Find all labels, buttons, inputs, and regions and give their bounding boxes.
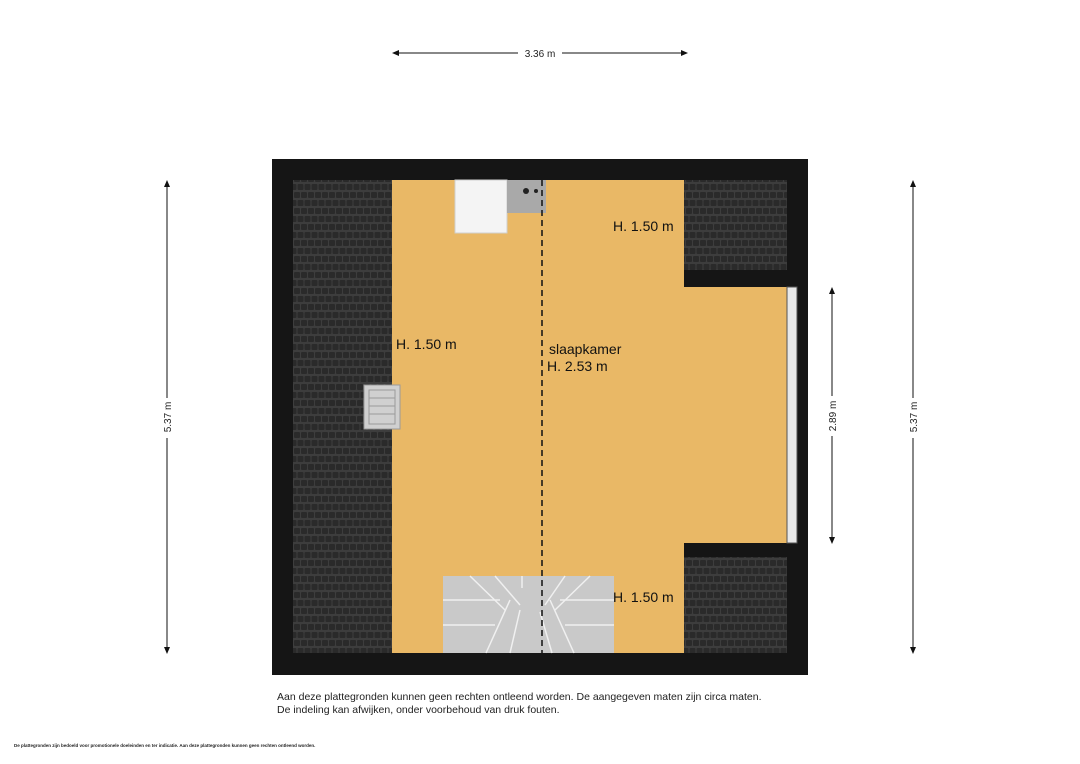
room-name: slaapkamer [549, 341, 622, 357]
fineprint: De plattegronden zijn bedoeld voor promotionele doeleinden en ter indicatie. Aan deze plattegronden kunnen geen rechten ontleend worden. [14, 743, 316, 748]
dimension-left: 5.37 m [163, 401, 174, 433]
cabinet [455, 180, 507, 233]
tap-icon [523, 188, 529, 194]
roof-slope-bottom-right [684, 557, 787, 653]
staircase [443, 576, 614, 653]
dormer-window [787, 287, 797, 543]
dormer-wall-bottom [684, 543, 799, 557]
dormer-wall-top [684, 270, 799, 287]
dimension-dormer: 2.89 m [828, 400, 839, 432]
dimension-top: 3.36 m [524, 49, 556, 60]
room-height: H. 2.53 m [547, 358, 608, 374]
height-label-top-right: H. 1.50 m [613, 218, 674, 234]
drain-icon [534, 189, 538, 193]
height-label-bottom-right: H. 1.50 m [613, 589, 674, 605]
height-label-left: H. 1.50 m [396, 336, 457, 352]
roof-slope-top-right [684, 180, 787, 270]
disclaimer-line-1: Aan deze plattegronden kunnen geen rechten ontleend worden. De aangegeven maten zijn circa maten. [277, 691, 762, 703]
disclaimer [277, 691, 762, 716]
sink [507, 180, 546, 213]
disclaimer-line-2: De indeling kan afwijken, onder voorbehoud van druk fouten. [277, 703, 560, 716]
dimension-right: 5.37 m [909, 401, 920, 433]
